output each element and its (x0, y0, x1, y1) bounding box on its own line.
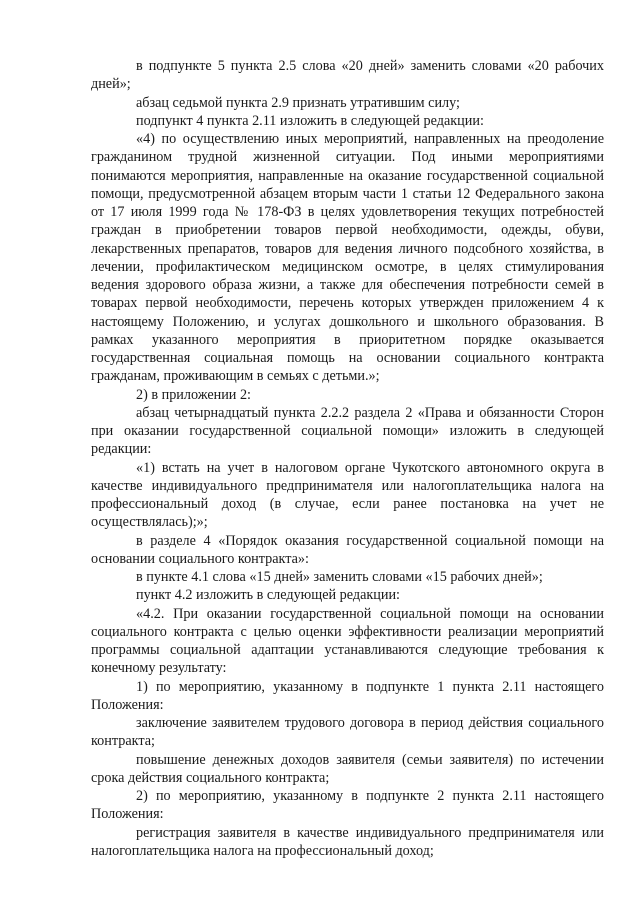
paragraph: 2) по мероприятию, указанному в подпункте 2 пункта 2.11 настоящего Положения: (91, 788, 604, 823)
paragraph: абзац седьмой пункта 2.9 признать утратившим силу; (136, 94, 460, 111)
document-body (91, 57, 604, 860)
paragraph: в пункте 4.1 слова «15 дней» заменить словами «15 рабочих дней»; (136, 569, 543, 585)
paragraph: регистрация заявителя в качестве индивидуального предпринимателя или налогоплательщика налога на профессиональный доход; (91, 824, 604, 859)
paragraph: в разделе 4 «Порядок оказания государственной социальной помощи на основании социального контракта»: (91, 532, 604, 567)
paragraph: в подпункте 5 пункта 2.5 слова «20 дней» заменить словами «20 рабочих дней»; (91, 58, 604, 93)
paragraph: повышение денежных доходов заявителя (семьи заявителя) по истечении срока действия социального контракта; (91, 751, 604, 786)
paragraph: пункт 4.2 изложить в следующей редакции: (136, 587, 400, 604)
paragraph: абзац четырнадцатый пункта 2.2.2 раздела 2 «Права и обязанности Сторон при оказании государственной социальной помощи» изложить в следующей редакции: (91, 404, 604, 458)
paragraph: 1) по мероприятию, указанному в подпункте 1 пункта 2.11 настоящего Положения: (91, 678, 604, 713)
paragraph: заключение заявителем трудового договора в период действия социального контракта; (91, 715, 604, 750)
paragraph: «4.2. При оказании государственной социальной помощи на основании социального контракта с целью оценки эффективности реализации мероприятий программы социальной адаптации устанавливаются следующие требования к конечному результату: (91, 605, 604, 677)
paragraph: подпункт 4 пункта 2.11 изложить в следующей редакции: (136, 112, 484, 129)
paragraph: 2) в приложении 2: (136, 386, 251, 403)
paragraph: «1) встать на учет в налоговом органе Чукотского автономного округа в качестве индивидуального предпринимателя или налогоплательщика налога на профессиональный доход (в случае, если ранее постановка на учет не осуществлялась);»; (91, 459, 604, 531)
paragraph: «4) по осуществлению иных мероприятий, направленных на преодоление гражданином трудной жизненной ситуации. Под иными мероприятиями понимаются мероприятия, направленные на оказание государственной социальной помощи, предусмотренной абзацем вторым части 1 статьи 12 Федерального закона от 17 июля 1999 года № 178-ФЗ в целях удовлетворения текущих потребностей граждан в приобретении товаров первой необходимости, одежды, обуви, лекарственных препаратов, товаров для ведения личного подсобного хозяйства, в лечении, профилактическом медицинском осмотре, в целях стимулирования ведения здорового образа жизни, а также для обеспечения потребности семей в товарах первой необходимости, перечень которых утвержден приложением 4 к настоящему Положению, и услугах дошкольного и школьного образования. В рамках указанного мероприятия в приоритетном порядке оказывается государственная социальная помощь на основании социального контракта гражданам, проживающим в семьях с детьми.»; (91, 131, 604, 385)
